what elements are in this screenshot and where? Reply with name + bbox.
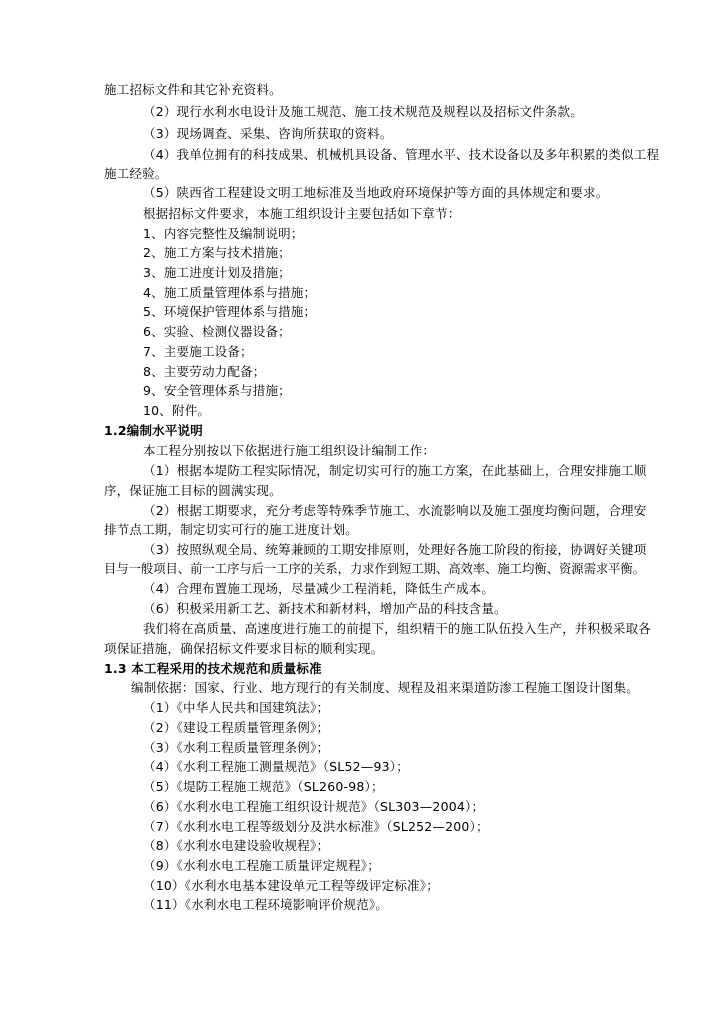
paragraph-continuation: 施工招标文件和其它补充资料。: [104, 82, 282, 97]
paragraph-line: （3）按照纵观全局、统筹兼顾的工期安排原则，处理好各施工阶段的衔接，协调好关键项: [143, 542, 647, 557]
standard-item: （10）《水利水电基本建设单元工程等级评定标准》；: [143, 878, 439, 893]
chapter-item: 9、安全管理体系与措施；: [143, 383, 291, 398]
standard-item: （5）《堤防工程施工规范》（SL260-98）；: [143, 779, 384, 794]
section-heading-1-2: 1.2编制水平说明: [104, 423, 203, 438]
paragraph-line: （2）根据工期要求，充分考虑等特殊季节施工、水流影响以及施工强度均衡问题，合理安: [143, 503, 647, 518]
section-heading-1-3: 1.3 本工程采用的技术规范和质量标准: [104, 661, 322, 676]
section-intro: 编制依据：国家、行业、地方现行的有关制度、规程及祖来渠道防渗工程施工图设计图集。: [131, 680, 640, 695]
chapter-item: 1、内容完整性及编制说明；: [143, 226, 304, 241]
chapter-item: 5、环境保护管理体系与措施；: [143, 304, 317, 319]
standard-item: （3）《水利工程质量管理条例》；: [143, 740, 330, 755]
chapter-item: 8、主要劳动力配备；: [143, 364, 266, 379]
chapter-item: 3、施工进度计划及措施；: [143, 265, 291, 280]
standard-item: （7）《水利水电工程等级划分及洪水标准》（SL252—200）；: [143, 819, 489, 834]
paragraph-line: 序，保证施工目标的圆满实现。: [104, 483, 282, 498]
basis-item: （2）现行水利水电设计及施工规范、施工技术规范及规程以及招标文件条款。: [143, 104, 583, 119]
paragraph-line: （6）积极采用新工艺、新技术和新材料，增加产品的科技含量。: [143, 601, 507, 616]
paragraph-line: 排节点工期，制定切实可行的施工进度计划。: [104, 522, 359, 537]
chapter-item: 6、实验、检测仪器设备；: [143, 324, 291, 339]
basis-item: （3）现场调查、采集、咨询所获取的资料。: [143, 126, 393, 141]
paragraph-line: （4）合理布置施工现场，尽量减少工程消耗，降低生产成本。: [143, 581, 495, 596]
paragraph-line: 我们将在高质量、高速度进行施工的前提下，组织精干的施工队伍投入生产，并积极采取各: [143, 621, 652, 636]
standard-item: （4）《水利工程施工测量规范》（SL52—93）；: [143, 759, 409, 774]
paragraph-line: 目与一般项目、前一工序与后一工序的关系，力求作到短工期、高效率、施工均衡、资源需求平衡。: [104, 562, 646, 576]
basis-item: （4）我单位拥有的科技成果、机械机具设备、管理水平、技术设备以及多年积累的类似工程: [143, 147, 660, 162]
standard-item: （8）《水利水电建设验收规程》；: [143, 838, 330, 853]
paragraph-line: （1）根据本堤防工程实际情况，制定切实可行的施工方案，在此基础上，合理安排施工顺: [143, 463, 647, 478]
section-intro: 本工程分别按以下依据进行施工组织设计编制工作：: [143, 443, 436, 458]
paragraph-line: 项保证措施，确保招标文件要求目标的顺利实现。: [104, 641, 384, 656]
chapter-item: 10、附件。: [143, 403, 211, 418]
standard-item: （11）《水利水电工程环境影响评价规范》。: [143, 897, 389, 912]
standard-item: （9）《水利水电工程施工质量评定规程》；: [143, 858, 380, 873]
standard-item: （2）《建设工程质量管理条例》；: [143, 720, 330, 735]
chapter-item: 2、施工方案与技术措施；: [143, 245, 291, 260]
chapter-item: 7、主要施工设备；: [143, 344, 253, 359]
basis-item: （5）陕西省工程建设文明工地标准及当地政府环境保护等方面的具体规定和要求。: [143, 185, 609, 200]
chapter-item: 4、施工质量管理体系与措施；: [143, 285, 317, 300]
chapters-intro: 根据招标文件要求，本施工组织设计主要包括如下章节：: [143, 206, 461, 221]
standard-item: （6）《水利水电工程施工组织设计规范》（SL303—2004）；: [143, 799, 485, 814]
basis-item-continuation: 施工经验。: [104, 166, 168, 181]
standard-item: （1）《中华人民共和国建筑法》；: [143, 700, 330, 715]
